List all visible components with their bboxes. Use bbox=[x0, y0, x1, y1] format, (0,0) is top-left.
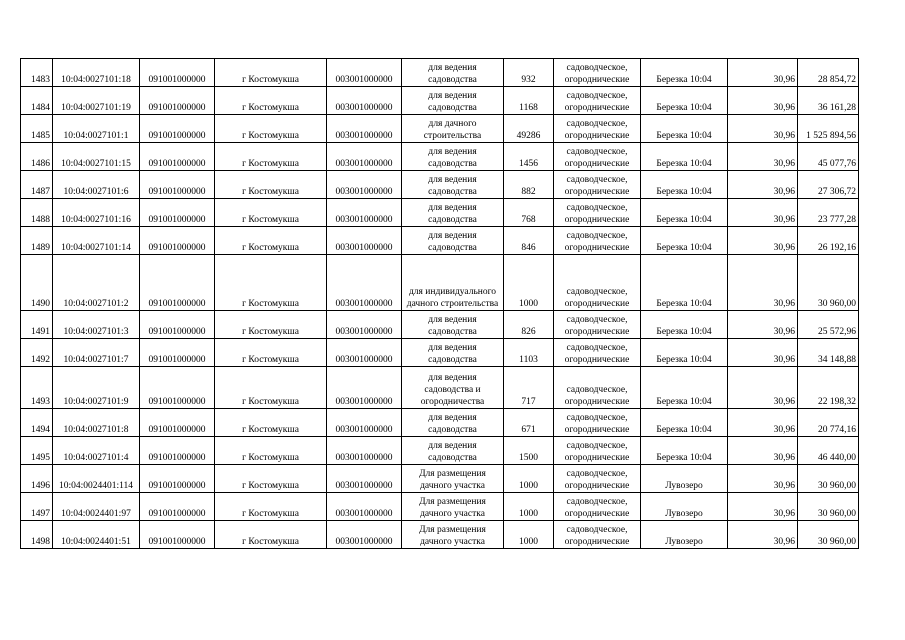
permitted-use-cell: для ведения садоводства bbox=[402, 199, 504, 227]
okato-cell: 091001000000 bbox=[140, 143, 215, 171]
rate-cell: 30,96 bbox=[728, 465, 798, 493]
cadastral-value-cell: 30 960,00 bbox=[798, 255, 859, 311]
cadastral-value-cell: 27 306,72 bbox=[798, 171, 859, 199]
cadastral-number-cell: 10:04:0027101:2 bbox=[53, 255, 140, 311]
table-row bbox=[21, 521, 859, 549]
city-cell: г Костомукша bbox=[215, 465, 327, 493]
row-number-cell: 1484 bbox=[21, 87, 53, 115]
category-cell: садоводческое, огороднические bbox=[554, 521, 641, 549]
permitted-use-cell: для ведения садоводства и огородничества bbox=[402, 367, 504, 409]
cadastral-number-cell: 10:04:0027101:1 bbox=[53, 115, 140, 143]
rate-cell: 30,96 bbox=[728, 143, 798, 171]
rate-cell: 30,96 bbox=[728, 339, 798, 367]
city-cell: г Костомукша bbox=[215, 143, 327, 171]
oktmo-cell: 003001000000 bbox=[327, 311, 402, 339]
area-cell: 826 bbox=[504, 311, 554, 339]
row-number-cell: 1485 bbox=[21, 115, 53, 143]
category-cell: садоводческое, огороднические bbox=[554, 437, 641, 465]
oktmo-cell: 003001000000 bbox=[327, 493, 402, 521]
rate-cell: 30,96 bbox=[728, 59, 798, 87]
table-body bbox=[21, 59, 859, 549]
table-row bbox=[21, 115, 859, 143]
rate-cell: 30,96 bbox=[728, 437, 798, 465]
row-number-cell: 1490 bbox=[21, 255, 53, 311]
city-cell: г Костомукша bbox=[215, 339, 327, 367]
cadastral-number-cell: 10:04:0027101:8 bbox=[53, 409, 140, 437]
area-cell: 49286 bbox=[504, 115, 554, 143]
cadastral-value-cell: 23 777,28 bbox=[798, 199, 859, 227]
city-cell: г Костомукша bbox=[215, 199, 327, 227]
city-cell: г Костомукша bbox=[215, 171, 327, 199]
cadastral-number-cell: 10:04:0027101:6 bbox=[53, 171, 140, 199]
area-cell: 1000 bbox=[504, 521, 554, 549]
table-row bbox=[21, 311, 859, 339]
land-plots-table bbox=[20, 58, 859, 549]
cadastral-number-cell: 10:04:0027101:19 bbox=[53, 87, 140, 115]
cadastral-number-cell: 10:04:0027101:9 bbox=[53, 367, 140, 409]
okato-cell: 091001000000 bbox=[140, 409, 215, 437]
location-cell: Березка 10:04 bbox=[641, 311, 728, 339]
permitted-use-cell: для ведения садоводства bbox=[402, 339, 504, 367]
row-number-cell: 1492 bbox=[21, 339, 53, 367]
oktmo-cell: 003001000000 bbox=[327, 437, 402, 465]
permitted-use-cell: для ведения садоводства bbox=[402, 437, 504, 465]
location-cell: Березка 10:04 bbox=[641, 199, 728, 227]
okato-cell: 091001000000 bbox=[140, 437, 215, 465]
cadastral-number-cell: 10:04:0027101:15 bbox=[53, 143, 140, 171]
oktmo-cell: 003001000000 bbox=[327, 87, 402, 115]
oktmo-cell: 003001000000 bbox=[327, 115, 402, 143]
oktmo-cell: 003001000000 bbox=[327, 199, 402, 227]
location-cell: Лувозеро bbox=[641, 465, 728, 493]
table-row bbox=[21, 59, 859, 87]
okato-cell: 091001000000 bbox=[140, 255, 215, 311]
category-cell: садоводческое, огороднические bbox=[554, 143, 641, 171]
cadastral-value-cell: 26 192,16 bbox=[798, 227, 859, 255]
cadastral-number-cell: 10:04:0024401:114 bbox=[53, 465, 140, 493]
permitted-use-cell: Для размещения дачного участка bbox=[402, 521, 504, 549]
row-number-cell: 1483 bbox=[21, 59, 53, 87]
cadastral-value-cell: 25 572,96 bbox=[798, 311, 859, 339]
table-row bbox=[21, 339, 859, 367]
oktmo-cell: 003001000000 bbox=[327, 409, 402, 437]
permitted-use-cell: для дачного строительства bbox=[402, 115, 504, 143]
permitted-use-cell: Для размещения дачного участка bbox=[402, 493, 504, 521]
area-cell: 1000 bbox=[504, 493, 554, 521]
okato-cell: 091001000000 bbox=[140, 367, 215, 409]
row-number-cell: 1495 bbox=[21, 437, 53, 465]
table-row bbox=[21, 143, 859, 171]
location-cell: Березка 10:04 bbox=[641, 59, 728, 87]
rate-cell: 30,96 bbox=[728, 311, 798, 339]
row-number-cell: 1498 bbox=[21, 521, 53, 549]
oktmo-cell: 003001000000 bbox=[327, 59, 402, 87]
permitted-use-cell: для ведения садоводства bbox=[402, 59, 504, 87]
area-cell: 882 bbox=[504, 171, 554, 199]
table-row bbox=[21, 465, 859, 493]
location-cell: Березка 10:04 bbox=[641, 227, 728, 255]
rate-cell: 30,96 bbox=[728, 227, 798, 255]
area-cell: 671 bbox=[504, 409, 554, 437]
location-cell: Березка 10:04 bbox=[641, 437, 728, 465]
table-row bbox=[21, 493, 859, 521]
cadastral-value-cell: 28 854,72 bbox=[798, 59, 859, 87]
okato-cell: 091001000000 bbox=[140, 115, 215, 143]
permitted-use-cell: для ведения садоводства bbox=[402, 409, 504, 437]
rate-cell: 30,96 bbox=[728, 409, 798, 437]
rate-cell: 30,96 bbox=[728, 367, 798, 409]
area-cell: 1168 bbox=[504, 87, 554, 115]
cadastral-number-cell: 10:04:0024401:97 bbox=[53, 493, 140, 521]
cadastral-value-cell: 30 960,00 bbox=[798, 465, 859, 493]
location-cell: Березка 10:04 bbox=[641, 171, 728, 199]
permitted-use-cell: для ведения садоводства bbox=[402, 227, 504, 255]
rate-cell: 30,96 bbox=[728, 115, 798, 143]
location-cell: Березка 10:04 bbox=[641, 143, 728, 171]
cadastral-number-cell: 10:04:0027101:18 bbox=[53, 59, 140, 87]
rate-cell: 30,96 bbox=[728, 199, 798, 227]
oktmo-cell: 003001000000 bbox=[327, 171, 402, 199]
row-number-cell: 1488 bbox=[21, 199, 53, 227]
city-cell: г Костомукша bbox=[215, 87, 327, 115]
city-cell: г Костомукша bbox=[215, 227, 327, 255]
category-cell: садоводческое, огороднические bbox=[554, 115, 641, 143]
cadastral-number-cell: 10:04:0027101:14 bbox=[53, 227, 140, 255]
category-cell: садоводческое, огороднические bbox=[554, 311, 641, 339]
oktmo-cell: 003001000000 bbox=[327, 521, 402, 549]
area-cell: 1456 bbox=[504, 143, 554, 171]
rate-cell: 30,96 bbox=[728, 493, 798, 521]
permitted-use-cell: для ведения садоводства bbox=[402, 87, 504, 115]
oktmo-cell: 003001000000 bbox=[327, 227, 402, 255]
permitted-use-cell: для ведения садоводства bbox=[402, 171, 504, 199]
okato-cell: 091001000000 bbox=[140, 493, 215, 521]
location-cell: Березка 10:04 bbox=[641, 255, 728, 311]
okato-cell: 091001000000 bbox=[140, 199, 215, 227]
cadastral-value-cell: 46 440,00 bbox=[798, 437, 859, 465]
okato-cell: 091001000000 bbox=[140, 339, 215, 367]
oktmo-cell: 003001000000 bbox=[327, 339, 402, 367]
cadastral-value-cell: 34 148,88 bbox=[798, 339, 859, 367]
oktmo-cell: 003001000000 bbox=[327, 465, 402, 493]
oktmo-cell: 003001000000 bbox=[327, 255, 402, 311]
cadastral-value-cell: 45 077,76 bbox=[798, 143, 859, 171]
oktmo-cell: 003001000000 bbox=[327, 143, 402, 171]
location-cell: Лувозеро bbox=[641, 521, 728, 549]
city-cell: г Костомукша bbox=[215, 437, 327, 465]
area-cell: 1000 bbox=[504, 465, 554, 493]
table-row bbox=[21, 199, 859, 227]
category-cell: садоводческое, огороднические bbox=[554, 493, 641, 521]
permitted-use-cell: для индивидуального дачного строительства bbox=[402, 255, 504, 311]
table-row bbox=[21, 255, 859, 311]
permitted-use-cell: Для размещения дачного участка bbox=[402, 465, 504, 493]
cadastral-value-cell: 30 960,00 bbox=[798, 493, 859, 521]
city-cell: г Костомукша bbox=[215, 255, 327, 311]
row-number-cell: 1487 bbox=[21, 171, 53, 199]
row-number-cell: 1496 bbox=[21, 465, 53, 493]
rate-cell: 30,96 bbox=[728, 521, 798, 549]
okato-cell: 091001000000 bbox=[140, 59, 215, 87]
category-cell: садоводческое, огороднические bbox=[554, 409, 641, 437]
okato-cell: 091001000000 bbox=[140, 171, 215, 199]
category-cell: садоводческое, огороднические bbox=[554, 171, 641, 199]
permitted-use-cell: для ведения садоводства bbox=[402, 143, 504, 171]
okato-cell: 091001000000 bbox=[140, 87, 215, 115]
row-number-cell: 1491 bbox=[21, 311, 53, 339]
table-row bbox=[21, 437, 859, 465]
location-cell: Березка 10:04 bbox=[641, 115, 728, 143]
rate-cell: 30,96 bbox=[728, 255, 798, 311]
location-cell: Березка 10:04 bbox=[641, 339, 728, 367]
okato-cell: 091001000000 bbox=[140, 227, 215, 255]
city-cell: г Костомукша bbox=[215, 521, 327, 549]
cadastral-number-cell: 10:04:0027101:3 bbox=[53, 311, 140, 339]
area-cell: 1500 bbox=[504, 437, 554, 465]
city-cell: г Костомукша bbox=[215, 311, 327, 339]
city-cell: г Костомукша bbox=[215, 409, 327, 437]
table-row bbox=[21, 227, 859, 255]
category-cell: садоводческое, огороднические bbox=[554, 199, 641, 227]
city-cell: г Костомукша bbox=[215, 367, 327, 409]
category-cell: садоводческое, огороднические bbox=[554, 59, 641, 87]
cadastral-number-cell: 10:04:0027101:7 bbox=[53, 339, 140, 367]
cadastral-number-cell: 10:04:0027101:4 bbox=[53, 437, 140, 465]
area-cell: 932 bbox=[504, 59, 554, 87]
cadastral-number-cell: 10:04:0024401:51 bbox=[53, 521, 140, 549]
category-cell: садоводческое, огороднические bbox=[554, 87, 641, 115]
category-cell: садоводческое, огороднические bbox=[554, 339, 641, 367]
table-row bbox=[21, 87, 859, 115]
area-cell: 717 bbox=[504, 367, 554, 409]
location-cell: Березка 10:04 bbox=[641, 87, 728, 115]
table-row bbox=[21, 367, 859, 409]
category-cell: садоводческое, огороднические bbox=[554, 465, 641, 493]
city-cell: г Костомукша bbox=[215, 493, 327, 521]
category-cell: садоводческое, огороднические bbox=[554, 367, 641, 409]
row-number-cell: 1489 bbox=[21, 227, 53, 255]
cadastral-value-cell: 30 960,00 bbox=[798, 521, 859, 549]
cadastral-value-cell: 20 774,16 bbox=[798, 409, 859, 437]
location-cell: Березка 10:04 bbox=[641, 409, 728, 437]
row-number-cell: 1493 bbox=[21, 367, 53, 409]
location-cell: Лувозеро bbox=[641, 493, 728, 521]
category-cell: садоводческое, огороднические bbox=[554, 255, 641, 311]
oktmo-cell: 003001000000 bbox=[327, 367, 402, 409]
area-cell: 846 bbox=[504, 227, 554, 255]
area-cell: 768 bbox=[504, 199, 554, 227]
rate-cell: 30,96 bbox=[728, 171, 798, 199]
table-row bbox=[21, 171, 859, 199]
cadastral-value-cell: 36 161,28 bbox=[798, 87, 859, 115]
city-cell: г Костомукша bbox=[215, 115, 327, 143]
cadastral-value-cell: 22 198,32 bbox=[798, 367, 859, 409]
location-cell: Березка 10:04 bbox=[641, 367, 728, 409]
row-number-cell: 1497 bbox=[21, 493, 53, 521]
rate-cell: 30,96 bbox=[728, 87, 798, 115]
okato-cell: 091001000000 bbox=[140, 465, 215, 493]
city-cell: г Костомукша bbox=[215, 59, 327, 87]
area-cell: 1103 bbox=[504, 339, 554, 367]
okato-cell: 091001000000 bbox=[140, 521, 215, 549]
category-cell: садоводческое, огороднические bbox=[554, 227, 641, 255]
row-number-cell: 1494 bbox=[21, 409, 53, 437]
cadastral-value-cell: 1 525 894,56 bbox=[798, 115, 859, 143]
okato-cell: 091001000000 bbox=[140, 311, 215, 339]
permitted-use-cell: для ведения садоводства bbox=[402, 311, 504, 339]
cadastral-number-cell: 10:04:0027101:16 bbox=[53, 199, 140, 227]
table-row bbox=[21, 409, 859, 437]
row-number-cell: 1486 bbox=[21, 143, 53, 171]
area-cell: 1000 bbox=[504, 255, 554, 311]
